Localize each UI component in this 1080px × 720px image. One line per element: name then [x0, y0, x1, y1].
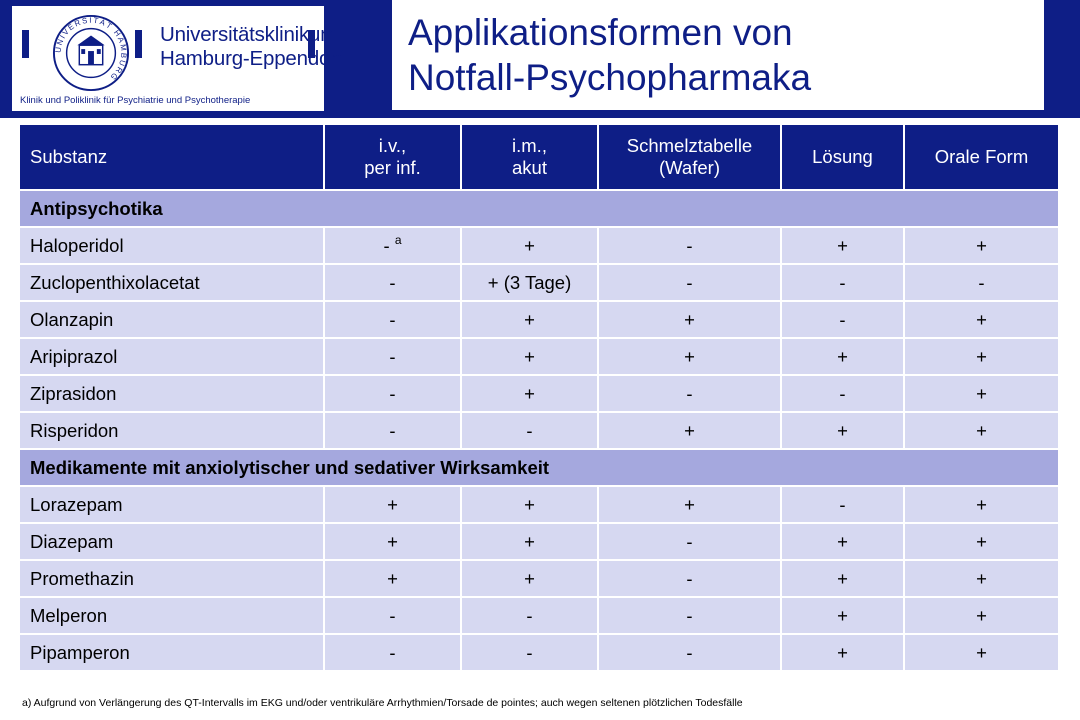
- table-cell: [598, 523, 781, 560]
- table-cell: [781, 375, 904, 412]
- table-cell: [324, 523, 461, 560]
- footnote: a) Aufgrund von Verlängerung des QT-Intervalls im EKG und/oder ventrikuläre Arrhythmien/Torsade de pointes; auch wegen seltenen plötzlichen Todesfälle: [22, 697, 743, 709]
- table-row: [19, 560, 1059, 597]
- table-row: [19, 375, 1059, 412]
- cell-value: +: [684, 345, 695, 367]
- section-title: Antipsychotika: [19, 190, 1059, 227]
- table-cell: [324, 338, 461, 375]
- table-cell: [461, 301, 598, 338]
- table-cell: [781, 227, 904, 264]
- table-cell: [904, 412, 1059, 449]
- cell-value: -: [686, 530, 693, 552]
- substance-name: Ziprasidon: [19, 375, 324, 412]
- cell-value: -: [686, 567, 693, 589]
- title-line1: Applikationsformen von: [408, 12, 793, 53]
- cell-value: -: [978, 271, 985, 293]
- cell-value: -: [839, 308, 846, 330]
- cell-value: +: [524, 345, 535, 367]
- table-cell: [781, 486, 904, 523]
- table-row: [19, 227, 1059, 264]
- substance-name: Pipamperon: [19, 634, 324, 671]
- table-cell: [904, 560, 1059, 597]
- column-header-line2: (Wafer): [659, 157, 720, 178]
- column-header-line1: i.m.,: [512, 135, 547, 156]
- clinic-name: Klinik und Poliklinik für Psychiatrie und Psychotherapie: [20, 95, 251, 106]
- cell-value: +: [387, 567, 398, 589]
- cell-value: -: [383, 234, 390, 256]
- table-cell: [598, 264, 781, 301]
- cell-value: -: [839, 493, 846, 515]
- substance-name: Zuclopenthixolacetat: [19, 264, 324, 301]
- uke-logo: [12, 6, 343, 111]
- substance-name: Haloperidol: [19, 227, 324, 264]
- table-cell: [904, 634, 1059, 671]
- table-row: [19, 412, 1059, 449]
- logo-bar-middle: [135, 30, 142, 58]
- cell-value: +: [976, 567, 987, 589]
- table-cell: [904, 375, 1059, 412]
- cell-value: -: [686, 604, 693, 626]
- substance-name: Aripiprazol: [19, 338, 324, 375]
- cell-value: +: [684, 493, 695, 515]
- cell-value: +: [387, 493, 398, 515]
- cell-value: +: [837, 530, 848, 552]
- cell-value: +: [837, 604, 848, 626]
- table-row: [19, 523, 1059, 560]
- footnote-marker: a: [394, 232, 402, 247]
- table-cell: [781, 523, 904, 560]
- table-cell: [781, 597, 904, 634]
- section-title: Medikamente mit anxiolytischer und sedativer Wirksamkeit: [19, 449, 1059, 486]
- substance-name: Risperidon: [19, 412, 324, 449]
- cell-value: -: [526, 604, 533, 626]
- cell-value: +: [976, 382, 987, 404]
- table-row: [19, 634, 1059, 671]
- cell-value: +: [976, 308, 987, 330]
- table-cell: [598, 486, 781, 523]
- table-cell: [324, 597, 461, 634]
- cell-value: -: [389, 382, 396, 404]
- cell-value: -: [839, 271, 846, 293]
- cell-value: +: [837, 567, 848, 589]
- table-cell: [781, 560, 904, 597]
- table-cell: [781, 301, 904, 338]
- table-row: [19, 597, 1059, 634]
- cell-value: +: [684, 419, 695, 441]
- cell-value: +: [524, 493, 535, 515]
- table-cell: [904, 264, 1059, 301]
- table-cell: [461, 560, 598, 597]
- column-header: [324, 124, 461, 190]
- table-row: [19, 264, 1059, 301]
- logo-wordmark: [160, 23, 343, 71]
- title-line2: Notfall-Psychopharmaka: [408, 57, 812, 98]
- application-forms-table: [18, 123, 1060, 672]
- cell-value: +: [976, 234, 987, 256]
- section-row: [19, 449, 1059, 486]
- substance-name: Olanzapin: [19, 301, 324, 338]
- table-cell: [461, 523, 598, 560]
- logo-bar-left: [22, 30, 29, 58]
- table-cell: [904, 338, 1059, 375]
- column-header: [598, 124, 781, 190]
- table-cell: [461, 227, 598, 264]
- table-cell: [461, 264, 598, 301]
- table-cell: [461, 486, 598, 523]
- table-cell: [781, 412, 904, 449]
- page-title: [408, 10, 811, 100]
- cell-value: +: [387, 530, 398, 552]
- column-header-line1: Orale Form: [934, 146, 1029, 167]
- column-header: [19, 124, 324, 190]
- table-cell: [904, 227, 1059, 264]
- cell-value: +: [524, 234, 535, 256]
- cell-value: -: [526, 641, 533, 663]
- table-cell: [781, 264, 904, 301]
- table-cell: [461, 412, 598, 449]
- header-bar: [0, 0, 1080, 118]
- table-cell: [598, 634, 781, 671]
- table-header-row: [19, 124, 1059, 190]
- table-cell: [461, 338, 598, 375]
- table-cell: [324, 486, 461, 523]
- cell-value: +: [837, 234, 848, 256]
- column-header: [461, 124, 598, 190]
- table-cell: [598, 375, 781, 412]
- column-header-line1: Schmelztabelle: [626, 135, 753, 156]
- table-cell: [324, 375, 461, 412]
- table-row: [19, 486, 1059, 523]
- cell-value: -: [686, 271, 693, 293]
- cell-value: -: [839, 382, 846, 404]
- table-cell: [598, 301, 781, 338]
- table-cell: [461, 597, 598, 634]
- cell-value: -: [686, 382, 693, 404]
- table-cell: [324, 634, 461, 671]
- table-cell: [781, 338, 904, 375]
- cell-value: -: [526, 419, 533, 441]
- table-row: [19, 301, 1059, 338]
- table-cell: [598, 412, 781, 449]
- cell-value: +: [837, 641, 848, 663]
- table-cell: [598, 338, 781, 375]
- cell-value: +: [837, 345, 848, 367]
- column-header-line1: Substanz: [30, 146, 108, 167]
- table-cell: [598, 560, 781, 597]
- substance-name: Melperon: [19, 597, 324, 634]
- title-box: [392, 0, 1044, 110]
- cell-value: -: [389, 345, 396, 367]
- cell-value: -: [389, 419, 396, 441]
- column-header-line1: Lösung: [812, 146, 873, 167]
- cell-value: +: [684, 308, 695, 330]
- cell-value: +: [524, 567, 535, 589]
- cell-value: +: [976, 641, 987, 663]
- table-cell: [324, 264, 461, 301]
- cell-value: -: [389, 308, 396, 330]
- cell-value: -: [389, 604, 396, 626]
- cell-value: +: [976, 345, 987, 367]
- table-cell: [904, 486, 1059, 523]
- substance-name: Promethazin: [19, 560, 324, 597]
- table-body: [19, 190, 1059, 671]
- cell-value: -: [389, 271, 396, 293]
- cell-value: +: [976, 530, 987, 552]
- table-cell: [324, 227, 461, 264]
- logo-line2: Hamburg-Eppendorf: [160, 47, 343, 70]
- table-cell: [904, 301, 1059, 338]
- cell-value: +: [976, 493, 987, 515]
- table-cell: [781, 634, 904, 671]
- column-header-line2: per inf.: [364, 157, 421, 178]
- table-cell: [461, 634, 598, 671]
- table-cell: [598, 597, 781, 634]
- table-cell: [324, 412, 461, 449]
- table-cell: [904, 597, 1059, 634]
- table-cell: [598, 227, 781, 264]
- column-header: [904, 124, 1059, 190]
- column-header-line1: i.v.,: [378, 135, 407, 156]
- cell-value: -: [389, 641, 396, 663]
- table-cell: [324, 560, 461, 597]
- cell-value: -: [686, 234, 693, 256]
- logo-line1: Universitätsklinikum: [160, 23, 338, 46]
- cell-value: -: [686, 641, 693, 663]
- table-row: [19, 338, 1059, 375]
- cell-value: +: [976, 604, 987, 626]
- substance-name: Diazepam: [19, 523, 324, 560]
- substance-name: Lorazepam: [19, 486, 324, 523]
- cell-value: +: [524, 382, 535, 404]
- university-seal-icon: [52, 14, 130, 92]
- cell-value: + (3 Tage): [487, 271, 572, 293]
- cell-value: +: [524, 530, 535, 552]
- section-row: [19, 190, 1059, 227]
- cell-value: +: [837, 419, 848, 441]
- table-cell: [904, 523, 1059, 560]
- column-header: [781, 124, 904, 190]
- table-cell: [461, 375, 598, 412]
- cell-value: +: [524, 308, 535, 330]
- table-cell: [324, 301, 461, 338]
- seal-text: UNIVERSITÄT HAMBURG: [53, 15, 129, 83]
- cell-value: +: [976, 419, 987, 441]
- column-header-line2: akut: [512, 157, 547, 178]
